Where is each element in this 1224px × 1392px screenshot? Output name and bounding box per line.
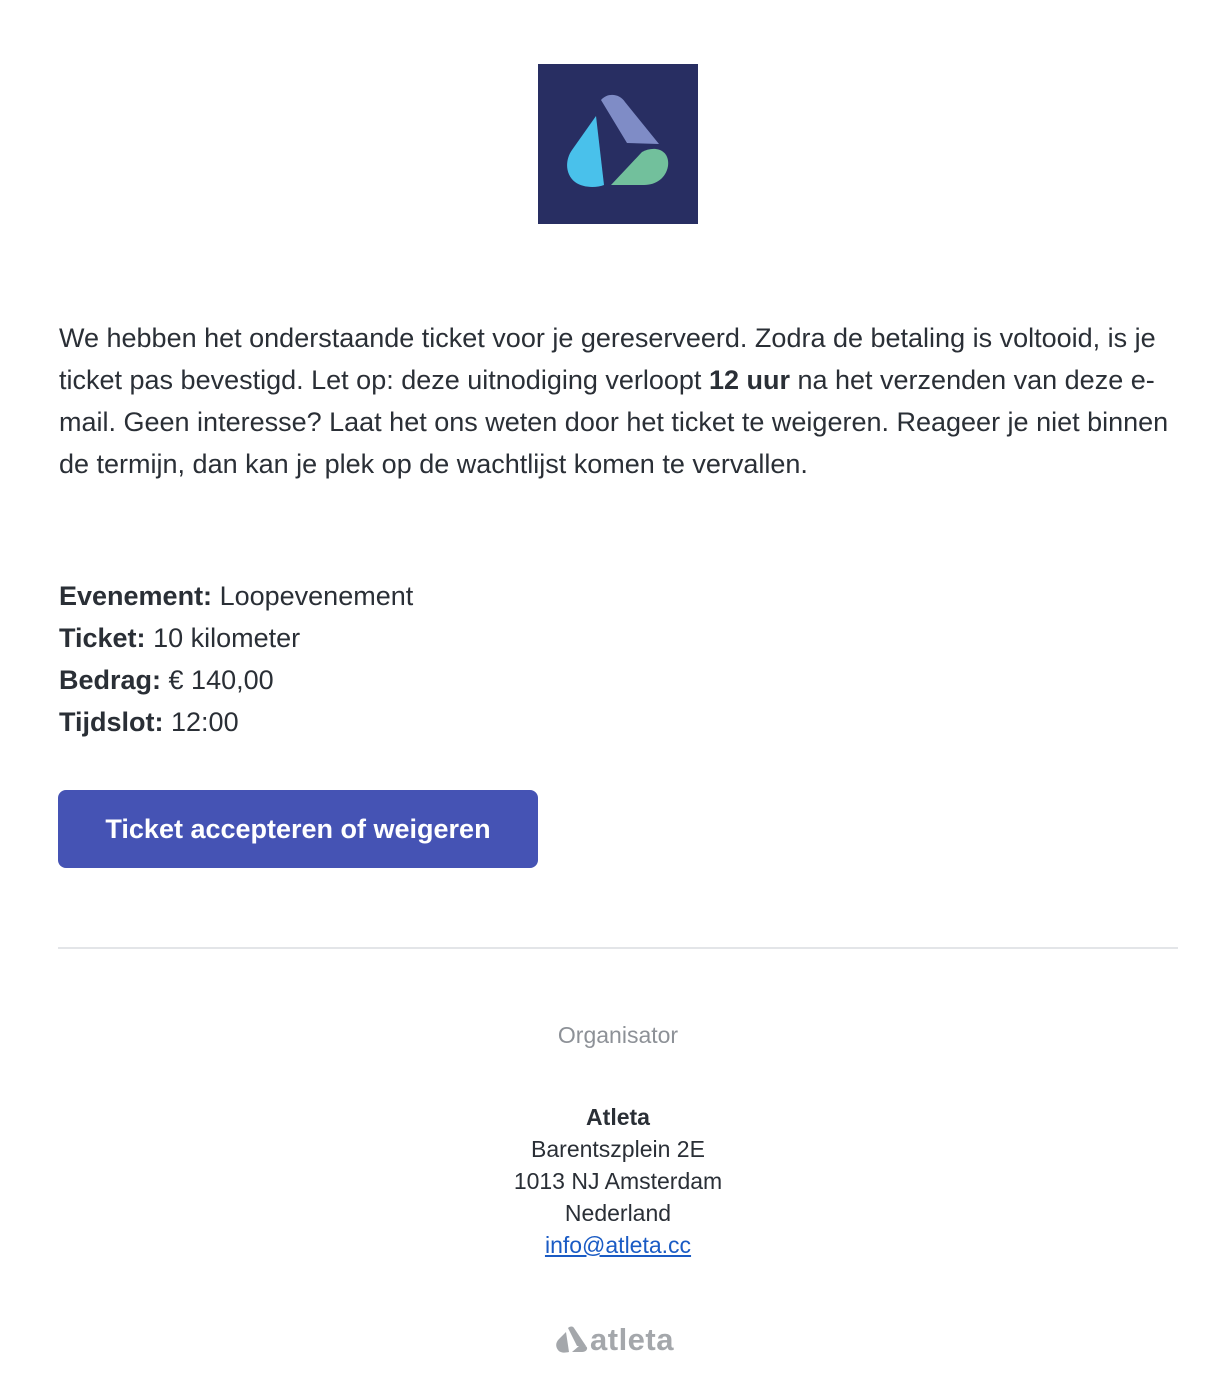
detail-label: Ticket: [59,623,146,653]
divider [58,947,1178,949]
intro-expiry-highlight: 12 uur [708,365,790,395]
detail-label: Tijdslot: [59,707,164,737]
atleta-logo-icon [538,64,698,224]
ticket-details [59,575,413,743]
organizer-name: Atleta [586,1104,650,1130]
detail-label: Evenement: [59,581,213,611]
organizer-heading: Organisator [557,1022,679,1048]
organizer-address [0,1101,1224,1261]
intro-paragraph [59,317,1179,485]
detail-row-timeslot [59,701,413,743]
atleta-mark-icon [556,1326,588,1354]
intro-text-2: na het verzenden van deze e-mail. Geen interesse? Laat het ons weten door het ticket te weigeren. Reageer je niet binnen de termijn, dan kan je plek op de wachtlijst komen te vervallen. [59,365,1169,479]
intro-text-1: We hebben het onderstaande ticket voor je gereserveerd. Zodra de betaling is voltooid, is je ticket pas bevestigd. Let op: deze uitnodiging verloopt [59,323,1156,395]
organizer-city: 1013 NJ Amsterdam [513,1168,723,1194]
detail-value: 12:00 [171,707,239,737]
detail-value: 10 kilometer [153,623,301,653]
detail-value: Loopevenement [219,581,414,611]
detail-row-ticket [59,617,413,659]
organizer-street: Barentszplein 2E [531,1136,705,1162]
organizer-email-link[interactable]: info@atleta.cc [544,1232,692,1258]
accept-or-decline-ticket-button[interactable]: Ticket accepteren of weigeren [58,790,538,868]
detail-row-amount [59,659,413,701]
detail-value: € 140,00 [168,665,274,695]
header-logo [538,64,698,224]
detail-row-event [59,575,413,617]
organizer-country: Nederland [564,1200,672,1226]
footer-brand[interactable] [556,1322,674,1358]
footer-wordmark: atleta [590,1322,674,1357]
detail-label: Bedrag: [59,665,162,695]
